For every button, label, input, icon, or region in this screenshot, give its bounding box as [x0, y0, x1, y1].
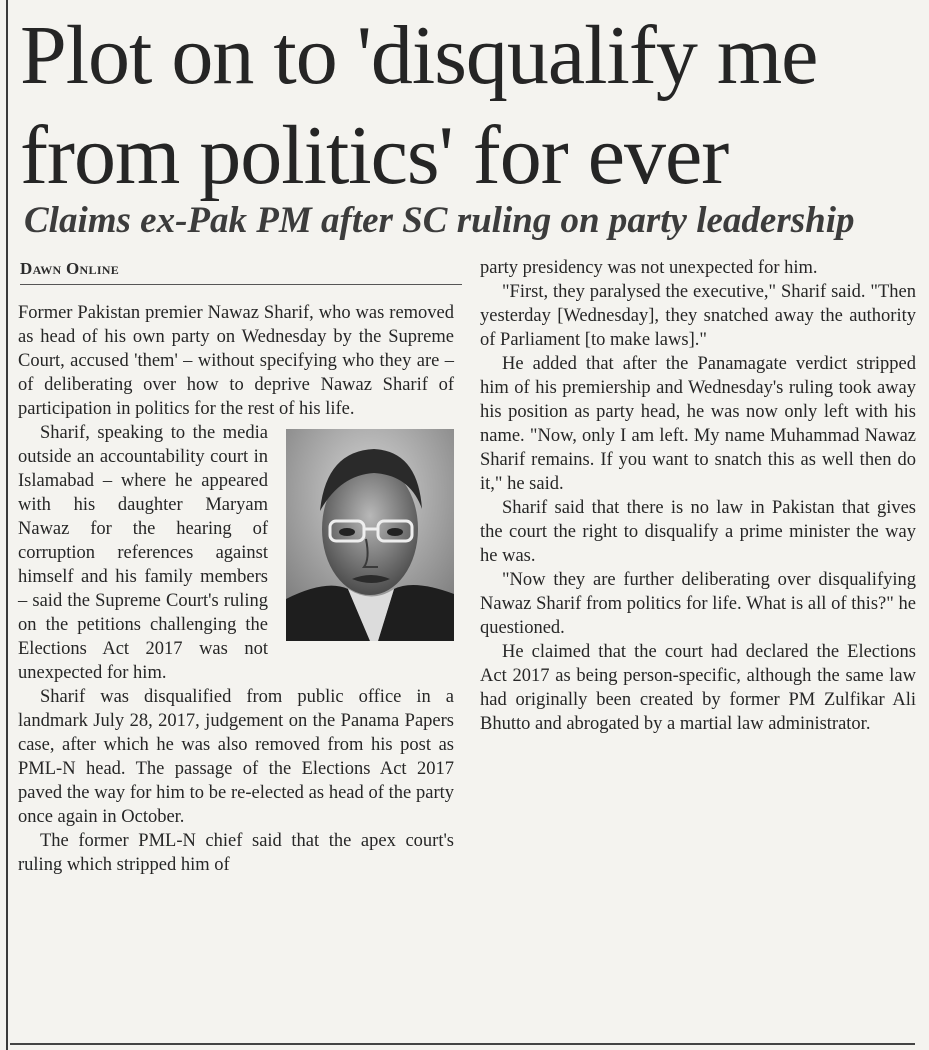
paragraph: Sharif was disqualified from public office in a landmark July 28, 2017, judgement on the Panama Papers case, after which he was also removed from his post as PML-N head. The passage of the Elections Act 2017 paved the way for him to be re-elected as head of the party once again in October.: [18, 687, 454, 827]
paragraph: party presidency was not unexpected for him.: [480, 258, 818, 278]
headline: [20, 6, 920, 206]
paragraph: Sharif, speaking to the media outside an accountability court in Islamabad – where he appeared with his daughter Maryam Nawaz for the hearing of corruption references against himself and his family members – said the Supreme Court's ruling on the petitions challenging the Elections Act 2017 was not unexpected for him.: [18, 423, 268, 683]
article-column-left: [18, 301, 454, 877]
paragraph: "Now they are further deliberating over disqualifying Nawaz Sharif from politics for life. What is all of this?" he questioned.: [480, 570, 916, 638]
subheadline: Claims ex-Pak PM after SC ruling on party leadership: [24, 200, 855, 241]
paragraph: Former Pakistan premier Nawaz Sharif, who was removed as head of his own party on Wednesday by the Supreme Court, accused 'them' – without specifying who they are – of deliberating over how to deprive Nawaz Sharif of participation in politics for the rest of his life.: [18, 303, 454, 419]
article-column-right: [480, 256, 916, 736]
paragraph: He claimed that the court had declared the Elections Act 2017 as being person-specific, although the same law had originally been created by former PM Zulfikar Ali Bhutto and abrogated by a martial law administrator.: [480, 642, 916, 734]
byline: Dawn Online: [20, 259, 120, 278]
footer-rule: [10, 1043, 915, 1045]
headline-line-1: Plot on to 'disqualify me: [20, 9, 818, 102]
portrait-photo: [286, 429, 454, 641]
paragraph: The former PML-N chief said that the apex court's ruling which stripped him of: [18, 831, 454, 875]
column-rule: [6, 0, 8, 1050]
byline-rule: [20, 284, 462, 285]
headline-line-2: from politics' for ever: [20, 109, 729, 202]
paragraph: Sharif said that there is no law in Pakistan that gives the court the right to disqualify a prime minister the way he was.: [480, 498, 916, 566]
paragraph: He added that after the Panamagate verdict stripped him of his premiership and Wednesday's ruling took away his position as party head, he was now only left with his name. "Now, only I am left. My name Muhammad Nawaz Sharif remains. If you want to snatch this as well then do it," he said.: [480, 354, 916, 494]
paragraph: "First, they paralysed the executive," Sharif said. "Then yesterday [Wednesday], they snatched away the authority of Parliament [to make laws].": [480, 282, 916, 350]
